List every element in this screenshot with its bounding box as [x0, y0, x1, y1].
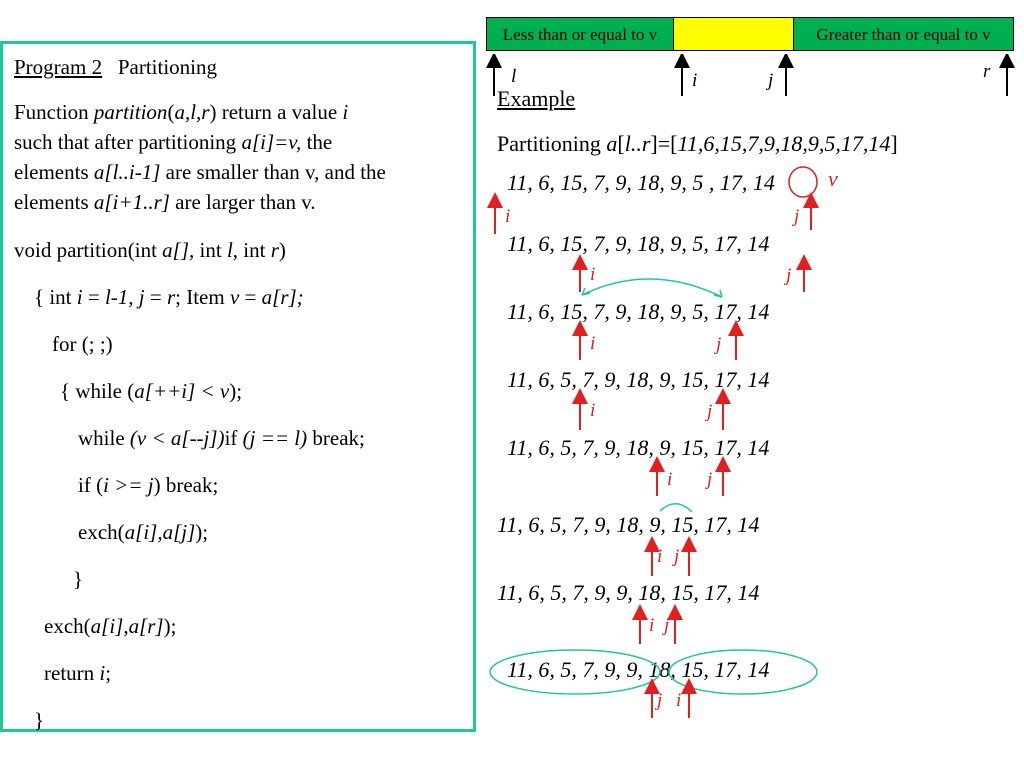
code-signature: void partition(int a[], int l, int r) — [14, 238, 286, 262]
code-close-inner: } — [73, 567, 84, 591]
pointer-i-label: i — [692, 70, 698, 91]
code-for: for (; ;) — [52, 332, 113, 356]
row4-j-label: j — [707, 401, 713, 422]
legend-left-segment: Less than or equal to v — [486, 17, 674, 51]
pivot-circle — [789, 167, 817, 197]
row3-i-label: i — [590, 333, 596, 354]
row2-swap-curve — [582, 279, 722, 297]
code-exch-1: exch(a[i],a[j]); — [78, 520, 209, 544]
example-partition-line: Partitioning a[l..r]=[11,6,15,7,9,18,9,5,17,14] — [497, 131, 898, 156]
partition-legend — [486, 17, 1014, 53]
example-row-2: 11, 6, 15, 7, 9, 18, 9, 5, 17, 14 — [507, 231, 770, 256]
row2-j-label: j — [786, 265, 792, 286]
left-partition-ellipse — [490, 650, 660, 694]
example-row-8: 11, 6, 5, 7, 9, 9, 18, 15, 17, 14 — [507, 657, 770, 682]
row1-j-label: j — [794, 206, 800, 227]
pointer-j-label: j — [768, 70, 774, 91]
row7-i-label: i — [649, 615, 655, 636]
code-init: { int i = l-1, j = r; Item v = a[r]; — [34, 285, 304, 309]
pivot-label: v — [828, 166, 838, 191]
row8-i-label: i — [676, 690, 682, 711]
code-while-1: { while (a[++i] < v); — [60, 379, 243, 403]
code-while-2: while (v < a[--j])if (j == l) break; — [78, 426, 365, 450]
code-close-outer: } — [34, 708, 45, 732]
row2-i-label: i — [590, 264, 596, 285]
row8-j-label: j — [657, 690, 663, 711]
row6-j-label: j — [674, 546, 680, 567]
legend-right-segment: Greater than or equal to v — [793, 17, 1014, 51]
row6-i-label: i — [657, 546, 663, 567]
example-row-7: 11, 6, 5, 7, 9, 9, 18, 15, 17, 14 — [497, 580, 760, 605]
program-title: Program 2 — [14, 55, 103, 79]
example-row-6: 11, 6, 5, 7, 9, 18, 9, 15, 17, 14 — [497, 512, 760, 537]
example-annotations — [480, 160, 840, 730]
row7-j-label: j — [664, 615, 670, 636]
right-partition-ellipse — [669, 650, 817, 694]
code-panel — [0, 41, 476, 732]
row5-j-label: j — [707, 469, 713, 490]
example-row-5: 11, 6, 5, 7, 9, 18, 9, 15, 17, 14 — [507, 435, 770, 460]
row1-i-label: i — [505, 206, 511, 227]
pointer-r-label: r — [983, 61, 991, 82]
code-return: return i; — [44, 661, 112, 685]
code-exch-2: exch(a[i],a[r]); — [44, 614, 177, 638]
program-heading — [14, 55, 217, 79]
desc-line-4: elements a[i+1..r] are larger than v. — [14, 190, 316, 214]
desc-line-1: Function partition(a,l,r) return a value i — [14, 100, 349, 124]
row5-swap-curve — [660, 504, 692, 512]
row4-i-label: i — [590, 400, 596, 421]
pointer-l-label: l — [511, 66, 517, 87]
example-heading: Example — [497, 86, 576, 111]
desc-line-3: elements a[l..i-1] are smaller than v, and the — [14, 160, 386, 184]
program-subtitle: Partitioning — [117, 55, 217, 79]
example-row-1: 11, 6, 15, 7, 9, 18, 9, 5 , 17, 14 — [507, 170, 775, 195]
row3-j-label: j — [716, 334, 722, 355]
example-row-3: 11, 6, 15, 7, 9, 18, 9, 5, 17, 14 — [507, 299, 770, 324]
code-if: if (i >= j) break; — [78, 473, 219, 497]
example-row-4: 11, 6, 5, 7, 9, 18, 9, 15, 17, 14 — [507, 367, 770, 392]
row5-i-label: i — [667, 469, 673, 490]
legend-middle-segment — [673, 17, 794, 51]
desc-line-2: such that after partitioning a[i]=v, the — [14, 130, 333, 154]
